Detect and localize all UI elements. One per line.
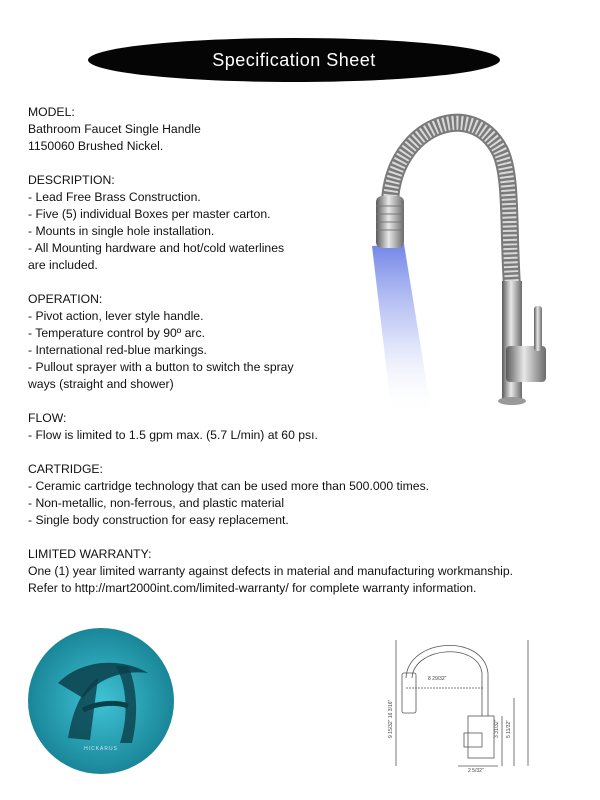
spec-line: - Five (5) individual Boxes per master carton.: [28, 207, 271, 221]
led-light-beam: [372, 244, 432, 416]
logo-emblem: [28, 628, 174, 774]
spec-line: - International red-blue markings.: [28, 343, 207, 357]
dimension-spout: 2 5/32": [468, 768, 484, 774]
section-heading: LIMITED WARRANTY:: [28, 547, 152, 561]
drawing-lines: [388, 628, 548, 778]
spec-line: - Pivot action, lever style handle.: [28, 309, 204, 323]
dimension-base: 5 11/32": [506, 719, 512, 738]
logo-text: HICKARUS: [84, 746, 118, 752]
spec-line: - Single body construction for easy replacement.: [28, 513, 289, 527]
faucet-lever: [534, 306, 542, 351]
spec-line: - Lead Free Brass Construction.: [28, 190, 201, 204]
section-cartridge: [28, 461, 568, 529]
section-heading: OPERATION:: [28, 292, 103, 306]
section-heading: MODEL:: [28, 105, 75, 119]
spec-line: ways (straight and shower): [28, 377, 174, 391]
faucet-body: [502, 281, 522, 401]
spec-line: - All Mounting hardware and hot/cold waterlines: [28, 241, 285, 255]
spec-line: - Mounts in single hole installation.: [28, 224, 215, 238]
spec-line: 1150060 Brushed Nickel.: [28, 139, 164, 153]
faucet-image: [322, 96, 582, 426]
spec-line: - Ceramic cartridge technology that can be used more than 500.000 times.: [28, 479, 430, 493]
faucet-mixer: [506, 346, 546, 382]
brand-logo: [28, 628, 174, 774]
spec-line: are included.: [28, 258, 98, 272]
section-heading: FLOW:: [28, 411, 67, 425]
technical-drawing: [388, 628, 548, 778]
section-heading: DESCRIPTION:: [28, 173, 115, 187]
dimension-height: 9 15/32" 16 3/16": [388, 699, 394, 738]
spec-line: - Temperature control by 90º arc.: [28, 326, 205, 340]
spec-line: - Pullout sprayer with a button to switch the spray: [28, 360, 294, 374]
section-heading: CARTRIDGE:: [28, 462, 103, 476]
spec-line: - Flow is limited to 1.5 gpm max. (5.7 L/min) at 60 psı.: [28, 428, 318, 442]
section-warranty: [28, 546, 568, 597]
spec-line: Bathroom Faucet Single Handle: [28, 122, 201, 136]
spec-line: - Non-metallic, non-ferrous, and plastic material: [28, 496, 285, 510]
spec-line: One (1) year limited warranty against defects in material and manufacturing workmanship.: [28, 564, 514, 578]
title-banner: [88, 38, 500, 82]
dimension-width: 8 29/32": [428, 676, 447, 682]
page-title: Specification Sheet: [212, 49, 376, 70]
dimension-body: 3 31/32": [494, 719, 500, 738]
spec-line: Refer to http://mart2000int.com/limited-warranty/ for complete warranty information.: [28, 581, 477, 595]
